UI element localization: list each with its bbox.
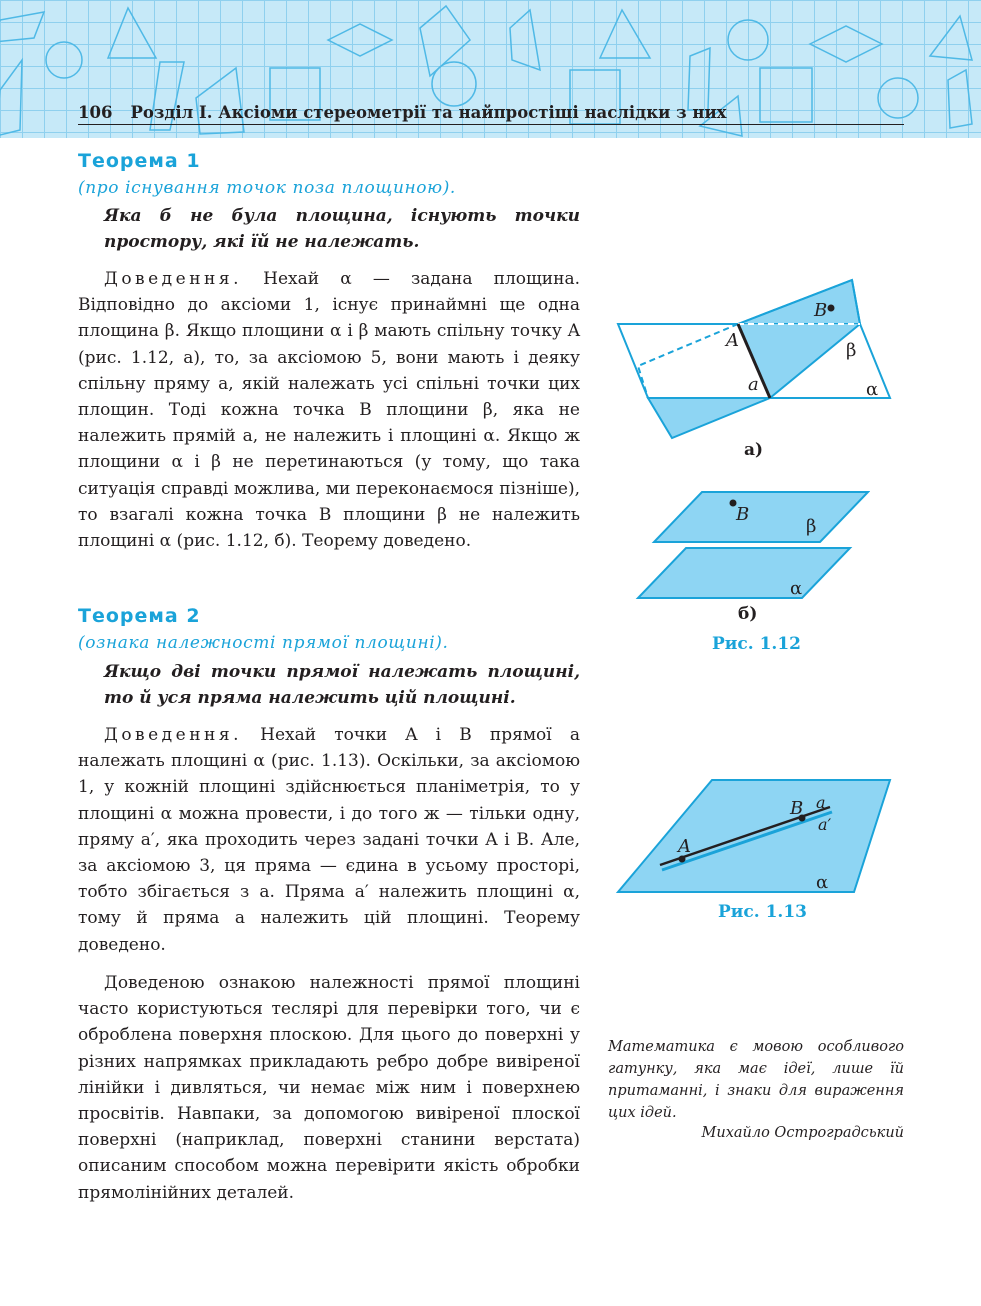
theorem-1-proof xyxy=(78,266,580,554)
figure-1-12-b xyxy=(630,486,870,604)
label-beta: β xyxy=(806,516,817,537)
label-alpha: α xyxy=(816,872,829,893)
label-B: B xyxy=(814,300,828,321)
label-a: a xyxy=(748,374,759,395)
theorem-1-title: Теорема 1 xyxy=(78,150,201,172)
figure-1-12-caption: Рис. 1.12 xyxy=(712,634,801,654)
theorem-2-proof xyxy=(78,722,580,958)
label-B: B xyxy=(736,504,750,525)
closing-text: Доведеною ознакою належності прямої площині часто користуються теслярі для перевірки того, чи є оброблена поверхня плоскою. Для цього до поверхні у різних напрямках прикладають ребро добре вивіреної лінійки і дивляться, чи немає між ним і поверхнею просвітів. Навпаки, за допомогою вивіреної плоскої поверхні (наприклад, поверхні станини верстата) описаним способом можна перевірити якість обробки прямолінійних деталей. xyxy=(78,973,580,1203)
theorem-1-subtitle: (про існування точок поза площиною). xyxy=(78,178,456,198)
proof-text: Нехай α — задана площина. Відповідно до аксіоми 1, існує принаймні ще одна площина β. Якщо площини α і β мають спільну точку A (рис. 1.12, а), то, за аксіомою 5, вони мають і деяку спільну пряму a, якій належать усі спільні точки цих площин. Тоді кожна точка B площини β, яка не належить прямій a, не належить і площині α. Якщо ж площини α і β не перетинаються (у тому, що така ситуація справді можлива, ми переконаємося пізніше), то взагалі кожна точка B площини β не належить площині α (рис. 1.12, б). Теорему доведено. xyxy=(78,269,581,552)
running-head xyxy=(78,102,904,125)
proof-text: Нехай точки A і B прямої a належать площині α (рис. 1.13). Оскільки, за аксіомою 1, у кожній площині здійснюється планіметрія, то у площині α можна провести, і до того ж — тільки одну, пряму a′, яка проходить через задані точки A і B. Але, за аксіомою 3, ця пряма — єдина в усьому просторі, тобто збігається з a. Пряма a′ належить площині α, тому й пряма a належить цій площині. Теорему доведено. xyxy=(78,725,581,955)
running-title: Розділ I. Аксіоми стереометрії та найпростіші наслідки з них xyxy=(130,103,727,122)
theorem-2-subtitle: (ознака належності прямої площині). xyxy=(78,633,449,653)
quote-text: Математика є мовою особливого гатунку, яка має ідеї, лише їй притаманні, і знаки для вираження цих ідей. xyxy=(608,1039,904,1121)
quote-author: Михайло Остроградський xyxy=(701,1125,904,1141)
theorem-2-statement: Якщо дві точки прямої належать площині, то й уся пряма належить цій площині. xyxy=(104,662,580,708)
theorem-2-title: Теорема 2 xyxy=(78,605,201,627)
label-A: A xyxy=(678,836,691,857)
label-a: a xyxy=(816,793,826,812)
page-number: 106 xyxy=(78,103,113,122)
proof-label: Доведення. xyxy=(104,269,243,289)
figure-1-13 xyxy=(614,776,894,898)
label-A: A xyxy=(726,330,739,351)
theorem-1-statement: Яка б не була площина, існують точки простору, які їй не належать. xyxy=(104,206,580,252)
proof-label: Доведення. xyxy=(104,725,243,745)
label-B: B xyxy=(790,798,804,819)
label-alpha: α xyxy=(866,379,879,400)
label-beta: β xyxy=(846,340,857,361)
figure-1-13-caption: Рис. 1.13 xyxy=(718,902,807,922)
label-alpha: α xyxy=(790,578,803,599)
figure-1-12-a-label: а) xyxy=(744,440,764,460)
figure-1-12-b-label: б) xyxy=(738,604,758,624)
figure-1-12-a xyxy=(610,270,900,445)
label-a-prime: a′ xyxy=(818,815,832,834)
closing-paragraph xyxy=(78,970,580,1206)
